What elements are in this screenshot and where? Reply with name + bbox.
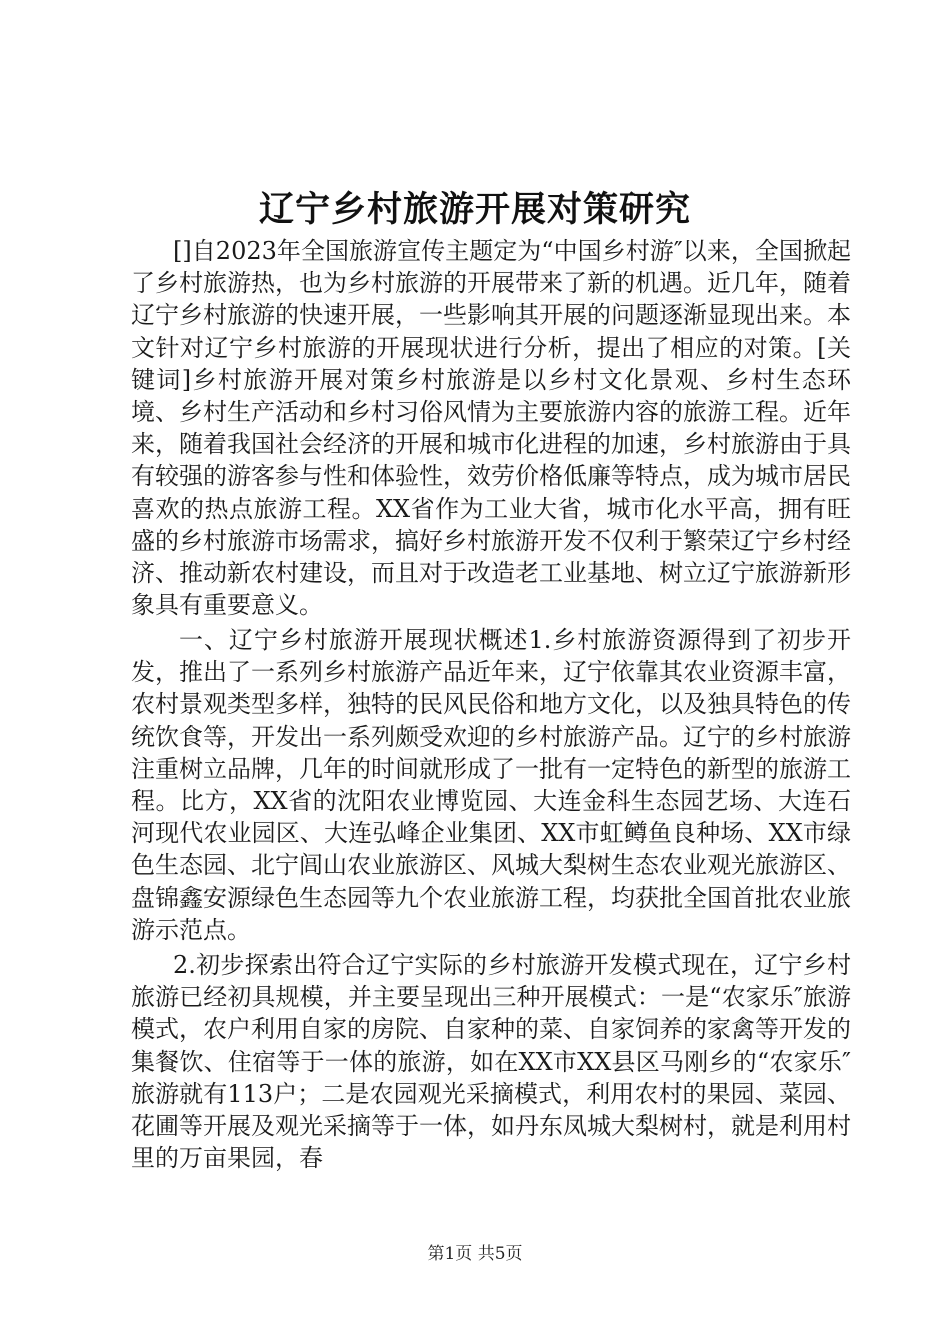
page-number-footer: 第1页 共5页 <box>427 1244 523 1264</box>
paragraph-abstract: []自2023年全国旅游宣传主题定为“中国乡村游″以来，全国掀起了乡村旅游热，也为乡村旅游的开展带来了新的机遇。近几年，随着辽宁乡村旅游的快速开展，一些影响其开展的问题逐渐显现出来。本文针对辽宁乡村旅游的开展现状进行分析，提出了相应的对策。[关键词]乡村旅游开展对策乡村旅游是以乡村文化景观、乡村生态环境、乡村生产活动和乡村习俗风情为主要旅游内容的旅游工程。近年来，随着我国社会经济的开展和城市化进程的加速，乡村旅游由于具有较强的游客参与性和体验性，效劳价格低廉等特点，成为城市居民喜欢的热点旅游工程。XX省作为工业大省，城市化水平高，拥有旺盛的乡村旅游市场需求，搞好乡村旅游开发不仅利于繁荣辽宁乡村经济、推动新农村建设，而且对于改造老工业基地、树立辽宁旅游新形象具有重要意义。 <box>131 237 851 620</box>
paragraph-section-two: 2.初步探索出符合辽宁实际的乡村旅游开发模式现在，辽宁乡村旅游已经初具规模，并主要呈现出三种开展模式：一是“农家乐″旅游模式，农户利用自家的房院、自家种的菜、自家饲养的家禽等开发的集餐饮、住宿等于一体的旅游，如在XX市XX县区马刚乡的“农家乐″旅游就有113户；二是农园观光采摘模式，利用农村的果园、菜园、花圃等开展及观光采摘等于一体，如丹东凤城大梨树村，就是利用村里的万亩果园，春 <box>131 951 851 1173</box>
document-title: 辽宁乡村旅游开展对策研究 <box>258 189 691 230</box>
paragraph-section-one: 一、辽宁乡村旅游开展现状概述1.乡村旅游资源得到了初步开发，推出了一系列乡村旅游产品近年来，辽宁依靠其农业资源丰富，农村景观类型多样，独特的民风民俗和地方文化，以及独具特色的传统饮食等，开发出一系列颇受欢迎的乡村旅游产品。辽宁的乡村旅游注重树立品牌，几年的时间就形成了一批有一定特色的新型的旅游工程。比方，XX省的沈阳农业博览园、大连金科生态园艺场、大连石河现代农业园区、大连弘峰企业集团、XX市虹鳟鱼良种场、XX市绿色生态园、北宁闾山农业旅游区、风城大梨树生态农业观光旅游区、盘锦鑫安源绿色生态园等九个农业旅游工程，均获批全国首批农业旅游示范点。 <box>131 626 851 944</box>
